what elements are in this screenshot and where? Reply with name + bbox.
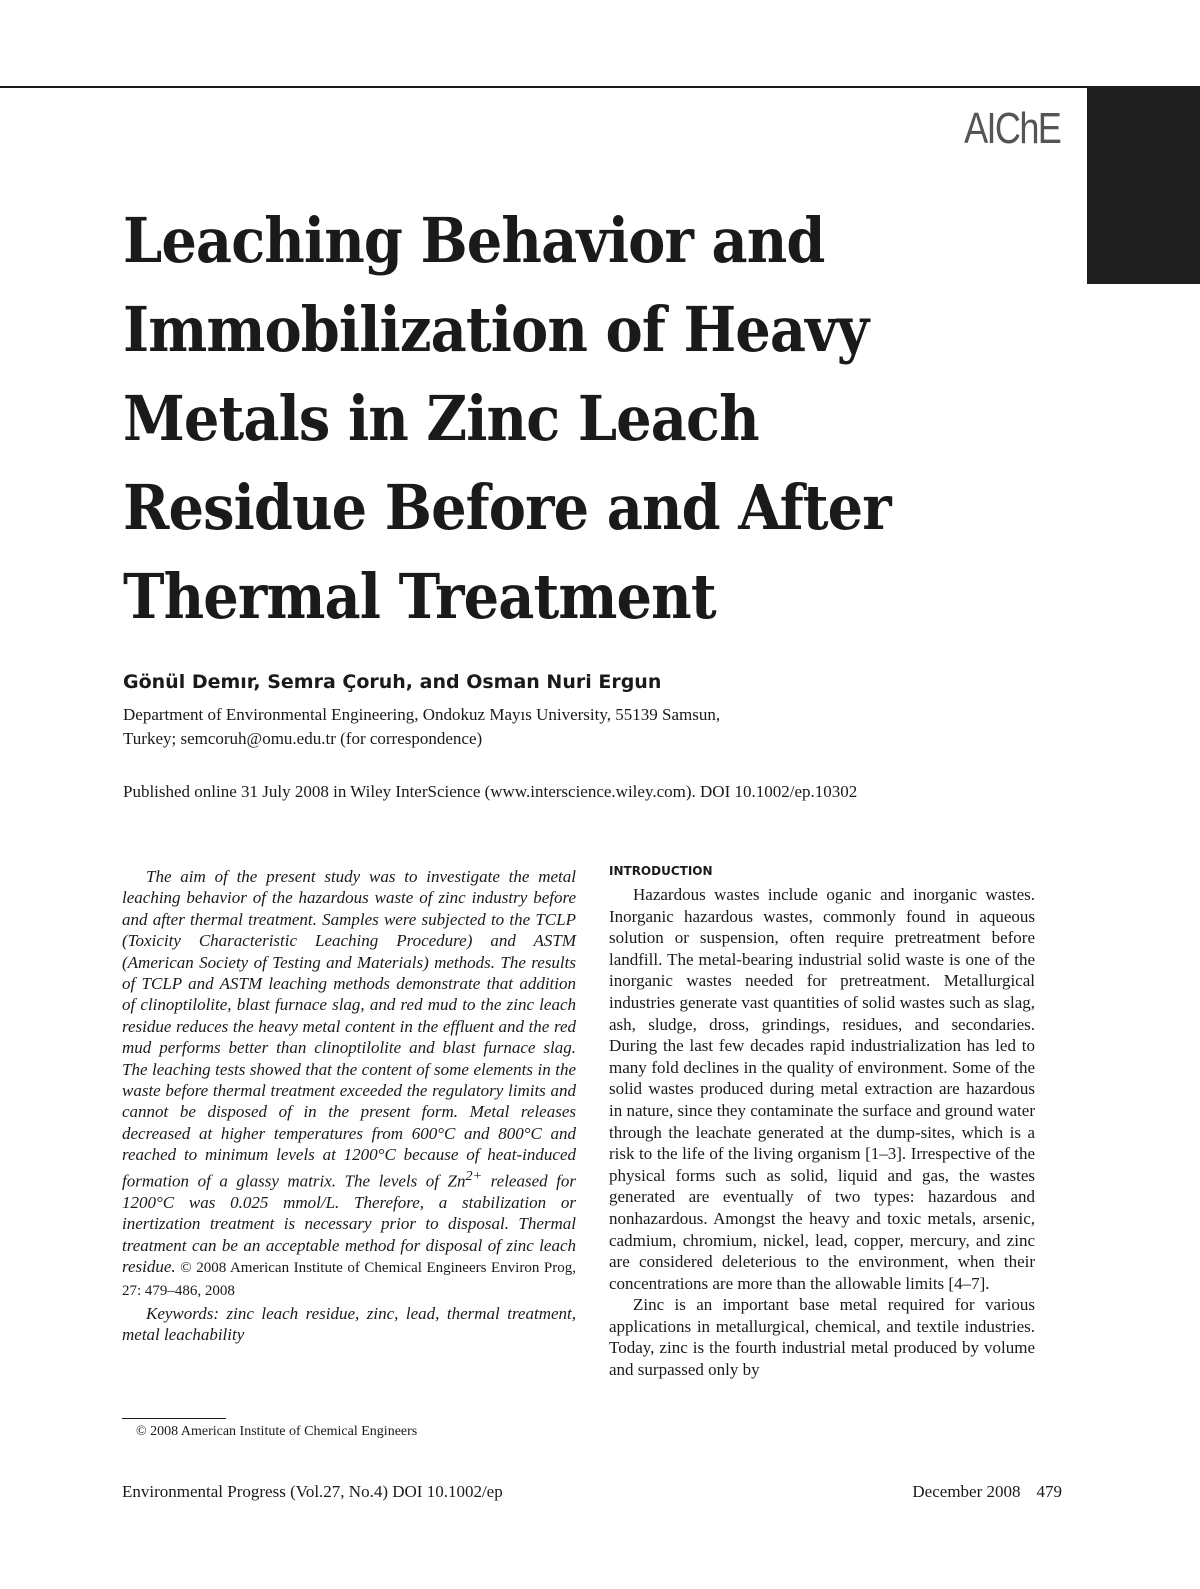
publication-info: Published online 31 July 2008 in Wiley InterScience (www.interscience.wiley.com). DOI 10.1002/ep.10302	[123, 782, 858, 801]
copyright-footnote: © 2008 American Institute of Chemical Engineers	[136, 1424, 418, 1439]
title-line: Metals in Zinc Leach	[123, 382, 759, 455]
title-line: Leaching Behavior and	[123, 204, 825, 277]
affiliation-line: Turkey; semcoruh@omu.edu.tr (for correspondence)	[123, 729, 483, 748]
page-number: 479	[1036, 1482, 1062, 1501]
affiliation	[123, 703, 823, 751]
title-line: Immobilization of Heavy	[123, 293, 869, 366]
abstract-text: The aim of the present study was to investigate the metal leaching behavior of the hazardous waste of zinc industry before and after thermal treatment. Samples were subjected to the TCLP (Toxicity Characteristic Leaching Procedure) and ASTM (American Society of Testing and Materials) methods. The results of TCLP and ASTM leaching methods demonstrate that addition of clinoptilolite, blast furnace slag, and red mud to the zinc leach residue reduces the heavy metal content in the effluent and the red mud performs better than clinoptilolite and blast furnace slag. The leaching tests showed that the content of some elements in the waste before thermal treatment exceeded the regulatory limits and cannot be disposed of in the present form. Metal releases decreased at higher temperatures from 600°C and 800°C and reached to minimum levels at 1200°C because of heat-induced formation of a glassy matrix. The levels of Zn	[122, 867, 576, 1191]
section-side-tab	[1087, 86, 1200, 284]
title-line: Thermal Treatment	[123, 560, 716, 633]
introduction-section	[609, 862, 1035, 1381]
superscript-charge: 2+	[465, 1167, 483, 1184]
footer-date: December 2008	[912, 1482, 1021, 1501]
body-paragraph: Zinc is an important base metal required for various applications in metallurgical, chemical, and textile industries. Today, zinc is the fourth industrial metal produced by volume and surpassed only by	[609, 1295, 1035, 1380]
authors: Gönül Demır, Semra Çoruh, and Osman Nuri Ergun	[123, 671, 662, 693]
footer-journal: Environmental Progress (Vol.27, No.4) DOI 10.1002/ep	[122, 1482, 503, 1501]
body-paragraph: Hazardous wastes include oganic and inorganic wastes. Inorganic hazardous wastes, commonly found in aqueous solution or suspension, often require pretreatment before landfill. The metal-bearing industrial solid waste is one of the inorganic wastes needed for pretreatment. Metallurgical industries generate vast quantities of solid wastes such as slag, ash, sludge, dross, grindings, residues, and secondaries. During the last few decades rapid industrialization has led to many fold declines in the quality of environment. Some of the solid wastes produced during metal extraction are hazardous in nature, since they contaminate the surface and ground water through the leachate generated at the dump-sites, which is a risk to the life of the living organism [1–3]. Irrespective of the physical forms such as solid, liquid and gas, the wastes generated are eventually of two types: hazardous and nonhazardous. Amongst the heavy and toxic metals, arsenic, cadmium, chromium, nickel, lead, copper, mercury, and zinc are considered deleterious to the environment, when their concentrations are more than the allowable limits [4–7].	[609, 885, 1035, 1293]
footnote-rule	[122, 1418, 226, 1419]
abstract	[122, 866, 576, 1346]
abstract-text-continued: released for 1200°C was 0.025 mmol/L. Therefore, a stabilization or inertization treatment is necessary prior to disposal. Thermal treatment can be an acceptable method for disposal of zinc leach residue.	[122, 1171, 576, 1276]
keywords: Keywords: zinc leach residue, zinc, lead, thermal treatment, metal leachability	[122, 1303, 576, 1345]
article-title	[123, 196, 933, 641]
publisher-logo: AIChE	[963, 104, 1060, 153]
abstract-copyright: © 2008 American Institute of Chemical Engineers Environ Prog, 27: 479–486, 2008	[122, 1259, 576, 1300]
top-rule	[0, 86, 1200, 88]
title-line: Residue Before and After	[123, 471, 891, 544]
footer-date-page	[912, 1482, 1062, 1502]
section-heading: INTRODUCTION	[609, 864, 713, 878]
affiliation-line: Department of Environmental Engineering, Ondokuz Mayıs University, 55139 Samsun,	[123, 705, 721, 724]
